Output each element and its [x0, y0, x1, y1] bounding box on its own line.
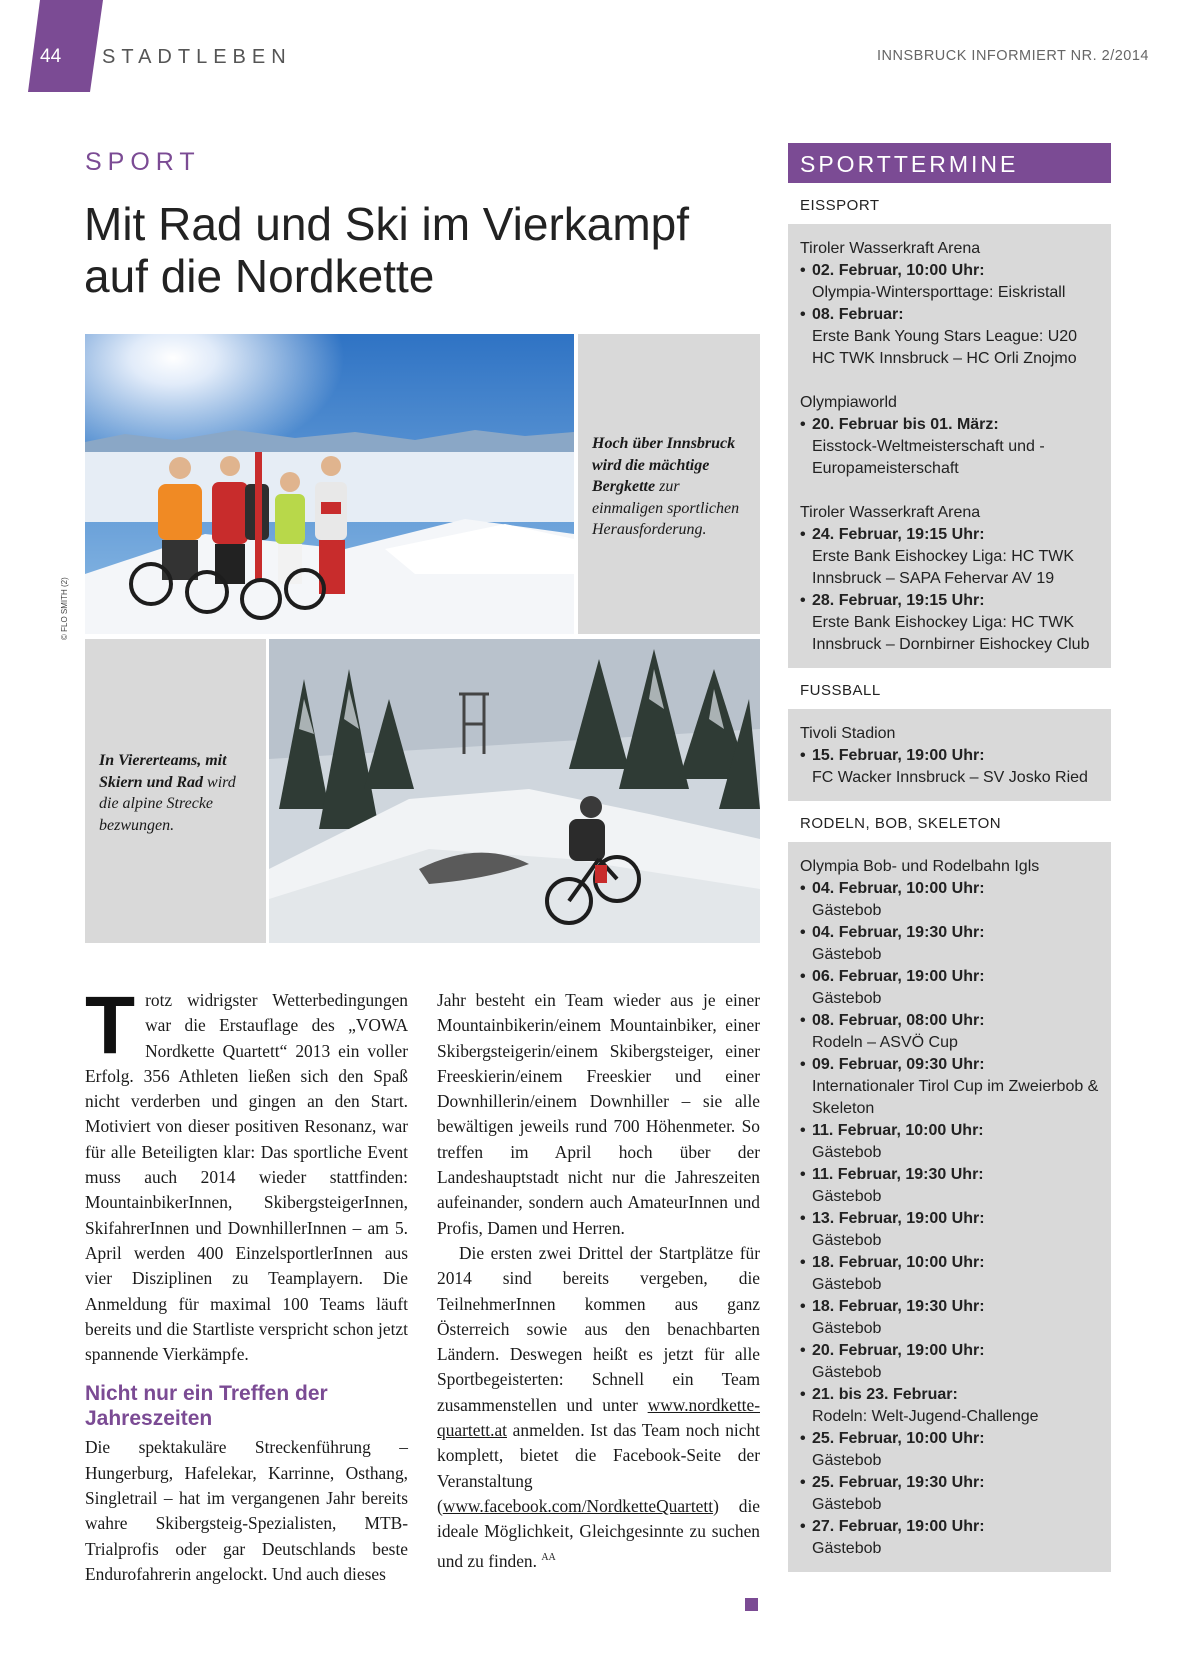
intro-paragraph: Trotz widrigster Wetterbedingungen war die Erstauflage des „VOWA Nordkette Quartett“ 2013 ein voller Erfolg. 356 Athleten ließen sich den Spaß nicht verderben und gingen an den Start. Motiviert von dieser positiven Resonanz, war für alle Beteiligten klar: Das sportliche Event muss auch 2014 wieder stattfinden: MountainbikerInnen, SkibergsteigerInnen, SkifahrerInnen und DownhillerInnen – am 5. April werden 400 EinzelsportlerInnen aus vier Disziplinen zu Teamplayern. Die Anmeldung für maximal 100 Teams läuft bereits und die Startliste verspricht schon jetzt spannende Vierkämpfe.	[85, 980, 408, 1365]
event-description: Gästebob	[812, 1452, 882, 1469]
sidebar-sections	[788, 183, 1111, 1572]
event-description: Gästebob	[812, 1188, 882, 1205]
event-date: • 25. Februar, 19:30 Uhr:	[800, 1472, 1099, 1494]
venue-name: Olympiaworld	[800, 394, 897, 411]
event-box	[788, 842, 1111, 1572]
event-description: Gästebob	[812, 946, 882, 963]
article-end-mark	[745, 1598, 758, 1611]
venue-block	[800, 723, 1099, 789]
event-date: • 20. Februar, 19:00 Uhr:	[800, 1340, 1099, 1362]
body-paragraph-3: Die ersten zwei Drittel der Startplätze für 2014 sind bereits vergeben, die TeilnehmerInnen kommen aus ganz Österreich sowie aus den benachbarten Ländern. Deswegen heißt es jetzt für alle Sportbegeisterten: Schnell ein Team zusammenstellen und unter www.nordkette-quartett.at anmelden. Ist das Team noch nicht komplett, bietet die Facebook-Seite der Veranstaltung (www.facebook.com/NordketteQuartett) die ideale Möglichkeit, Gleichgesinnte zu suchen und zu finden. $^{AA}$	[437, 1242, 760, 1571]
event-description: Gästebob	[812, 1232, 882, 1249]
event-date: • 08. Februar:	[800, 304, 1099, 326]
event-date: • 11. Februar, 10:00 Uhr:	[800, 1120, 1099, 1142]
event-description: Internationaler Tirol Cup im Zweierbob & Skeleton	[812, 1078, 1099, 1117]
event-date: • 11. Februar, 19:30 Uhr:	[800, 1164, 1099, 1186]
event-date: • 04. Februar, 19:30 Uhr:	[800, 922, 1099, 944]
event-date: • 18. Februar, 10:00 Uhr:	[800, 1252, 1099, 1274]
section-heading: STADTLEBEN	[102, 46, 292, 68]
event-description: Rodeln: Welt-Jugend-Challenge	[812, 1408, 1039, 1425]
event-category: EISSPORT	[800, 197, 880, 214]
venue-block	[800, 502, 1099, 656]
event-date: • 27. Februar, 19:00 Uhr:	[800, 1516, 1099, 1538]
event-date: • 08. Februar, 08:00 Uhr:	[800, 1010, 1099, 1032]
venue-block	[800, 856, 1099, 1560]
photo-caption-1: Hoch über Innsbruck wird die mächtige Bergkette zur einmaligen sportlichen Herausforderung.	[592, 435, 740, 538]
article-column-2	[437, 988, 760, 1574]
event-date: • 02. Februar, 10:00 Uhr:	[800, 260, 1099, 282]
sport-events-sidebar	[788, 143, 1111, 1572]
article-title: Mit Rad und Ski im Vierkampf auf die Nordkette	[84, 198, 690, 302]
article-subheading: Nicht nur ein Treffen der Jahreszeiten	[85, 1382, 328, 1431]
page-number: 44	[40, 46, 62, 67]
event-date: • 15. Februar, 19:00 Uhr:	[800, 745, 1099, 767]
article-kicker: SPORT	[85, 148, 201, 176]
author-signature: AA	[541, 1551, 556, 1563]
event-description: Gästebob	[812, 1540, 882, 1557]
venue-block	[800, 238, 1099, 370]
caption-box-1	[578, 334, 760, 634]
event-description: Gästebob	[812, 1364, 882, 1381]
event-description: Erste Bank Eishockey Liga: HC TWK Innsbruck – Dornbirner Eishockey Club	[812, 614, 1090, 653]
event-date: • 18. Februar, 19:30 Uhr:	[800, 1296, 1099, 1318]
event-description: FC Wacker Innsbruck – SV Josko Ried	[812, 769, 1088, 786]
event-description: Gästebob	[812, 1320, 882, 1337]
issue-label: INNSBRUCK INFORMIERT NR. 2/2014	[877, 48, 1149, 64]
drop-cap: T	[85, 980, 136, 1071]
event-description: Erste Bank Young Stars League: U20 HC TWK Innsbruck – HC Orli Znojmo	[812, 328, 1078, 367]
venue-name: Tivoli Stadion	[800, 725, 896, 742]
event-date: • 28. Februar, 19:15 Uhr:	[800, 590, 1099, 612]
event-date: • 20. Februar bis 01. März:	[800, 414, 1099, 436]
article-column-1	[85, 980, 408, 1587]
event-description: Eisstock-Weltmeisterschaft und -Europameisterschaft	[812, 438, 1045, 477]
venue-block	[800, 392, 1099, 480]
event-date: • 04. Februar, 10:00 Uhr:	[800, 878, 1099, 900]
registration-link[interactable]: www.nordkette-quartett.at	[437, 1394, 760, 1441]
event-description: Gästebob	[812, 1144, 882, 1161]
event-date: • 25. Februar, 10:00 Uhr:	[800, 1428, 1099, 1450]
event-box	[788, 224, 1111, 668]
venue-name: Tiroler Wasserkraft Arena	[800, 240, 981, 257]
biker-forest-photo	[269, 639, 760, 943]
photo-caption-2: In Viererteams, mit Skiern und Rad wird die alpine Strecke bezwungen.	[99, 752, 236, 834]
event-description: Olympia-Wintersporttage: Eiskristall	[812, 284, 1066, 301]
event-date: • 09. Februar, 09:30 Uhr:	[800, 1054, 1099, 1076]
team-summit-photo	[85, 334, 574, 634]
caption-box-2	[85, 639, 266, 943]
event-description: Erste Bank Eishockey Liga: HC TWK Innsbruck – SAPA Fehervar AV 19	[812, 548, 1075, 587]
facebook-link[interactable]: www.facebook.com/NordketteQuartett	[442, 1495, 714, 1516]
event-description: Gästebob	[812, 1276, 882, 1293]
event-box	[788, 709, 1111, 801]
event-description: Gästebob	[812, 902, 882, 919]
event-description: Rodeln – ASVÖ Cup	[812, 1034, 958, 1051]
event-date: • 06. Februar, 19:00 Uhr:	[800, 966, 1099, 988]
venue-name: Tiroler Wasserkraft Arena	[800, 504, 981, 521]
event-date: • 24. Februar, 19:15 Uhr:	[800, 524, 1099, 546]
body-paragraph-2-continued: Jahr besteht ein Team wieder aus je einer Mountainbikerin/einem Mountainbiker, einer Skibergsteigerin/einem Skibergsteiger, einer Freeskierin/einem Freeskier und einer Downhillerin/einem Downhiller – sie alle bewältigen jeweils rund 700 Höhenmeter. So treffen im April hoch über der Landeshauptstadt nicht nur die Jahreszeiten aufeinander, sondern auch AmateurInnen und Profis, Damen und Herren.	[437, 990, 760, 1238]
event-date: • 21. bis 23. Februar:	[800, 1384, 1099, 1406]
venue-name: Olympia Bob- und Rodelbahn Igls	[800, 858, 1040, 875]
event-description: Gästebob	[812, 1496, 882, 1513]
body-paragraph-2: Die spektakuläre Streckenführung – Hungerburg, Hafelekar, Karrinne, Osthang, Singletrail – hat im vergangenen Jahr bereits wahre Skibergsteig-Spezialisten, MTB-Trialprofis oder gar Deutschlands beste Endurofahrerin angelockt. Und auch dieses	[85, 1437, 408, 1584]
event-category: FUSSBALL	[800, 682, 881, 699]
photo-credit: © FLO SMITH (2)	[60, 577, 69, 640]
event-category: RODELN, BOB, SKELETON	[800, 815, 1002, 832]
event-date: • 13. Februar, 19:00 Uhr:	[800, 1208, 1099, 1230]
event-description: Gästebob	[812, 990, 882, 1007]
sidebar-title: SPORTTERMINE	[788, 143, 1111, 183]
